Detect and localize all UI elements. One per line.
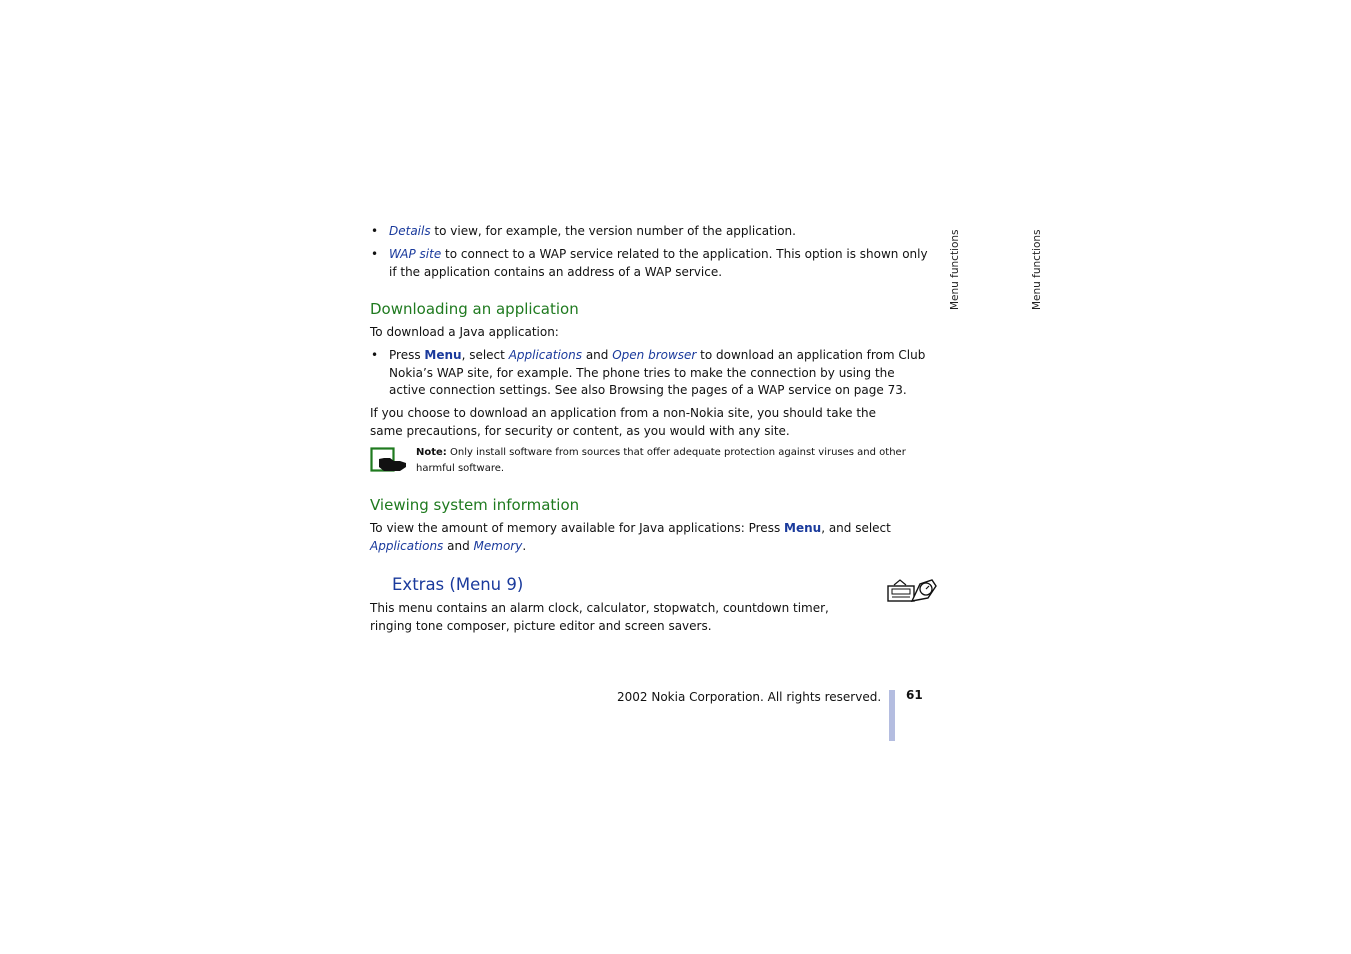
side-tab-menu-functions: Menu functions [1031, 229, 1043, 310]
heading-viewing-system: Viewing system information [370, 496, 580, 514]
download-paragraph: If you choose to download an application from a non-Nokia site, you should take the same precautions, for security or content, as you would with any site. [370, 406, 877, 438]
heading-extras: Extras (Menu 9) [392, 575, 524, 594]
page-accent-bar [889, 690, 895, 741]
text-part: To view the amount of memory available for Java applications: Press [370, 521, 785, 535]
option-details: Details [389, 224, 431, 238]
bullet-dot: • [371, 348, 379, 362]
option-memory: Memory [473, 538, 523, 553]
text-part: , and select [821, 521, 891, 535]
key-menu: Menu [424, 348, 462, 362]
note-hand-icon [370, 447, 408, 475]
text-press: Press [389, 348, 425, 362]
bullet-text [389, 347, 929, 400]
side-tab-menu-functions: Menu functions [949, 229, 961, 310]
note-text: Only install software from sources that offer adequate protection against viruses and other harmful software. [416, 447, 906, 474]
bullet-description: to connect to a WAP service related to the application. This option is shown only if the application contains an address of a WAP service. [389, 247, 928, 279]
footer-copyright: 2002 Nokia Corporation. All rights reserved. [617, 690, 882, 704]
bullet-text [389, 246, 929, 281]
key-menu: Menu [784, 521, 822, 535]
option-applications: Applications [370, 538, 444, 553]
bullet-description: to download an application from Club Nokia’s WAP site, for example. The phone tries to make the connection by using the active connection settings. See also Browsing the pages of a WAP service on page 73. [389, 348, 926, 397]
option-open-browser: Open browser [612, 348, 697, 362]
option-wap-site: WAP site [389, 247, 442, 261]
page-number: 61 [906, 688, 923, 702]
system-paragraph [370, 520, 930, 555]
text-part: . [522, 538, 527, 553]
bullet-description: to view, for example, the version number of the application. [430, 224, 796, 238]
text-and: and [582, 348, 613, 362]
bullet-dot: • [371, 224, 379, 238]
bullet-dot: • [371, 247, 379, 261]
bullet-text [389, 223, 929, 241]
text-select: , select [461, 348, 509, 362]
download-intro: To download a Java application: [370, 325, 559, 339]
text-part: and [443, 538, 474, 553]
note [416, 445, 940, 477]
option-applications: Applications [508, 348, 582, 362]
extras-menu-icon [886, 576, 938, 606]
extras-paragraph: This menu contains an alarm clock, calculator, stopwatch, countdown timer, ringing tone composer, picture editor and screen savers. [370, 601, 829, 633]
heading-downloading: Downloading an application [370, 300, 579, 318]
note-label: Note: [416, 447, 447, 458]
